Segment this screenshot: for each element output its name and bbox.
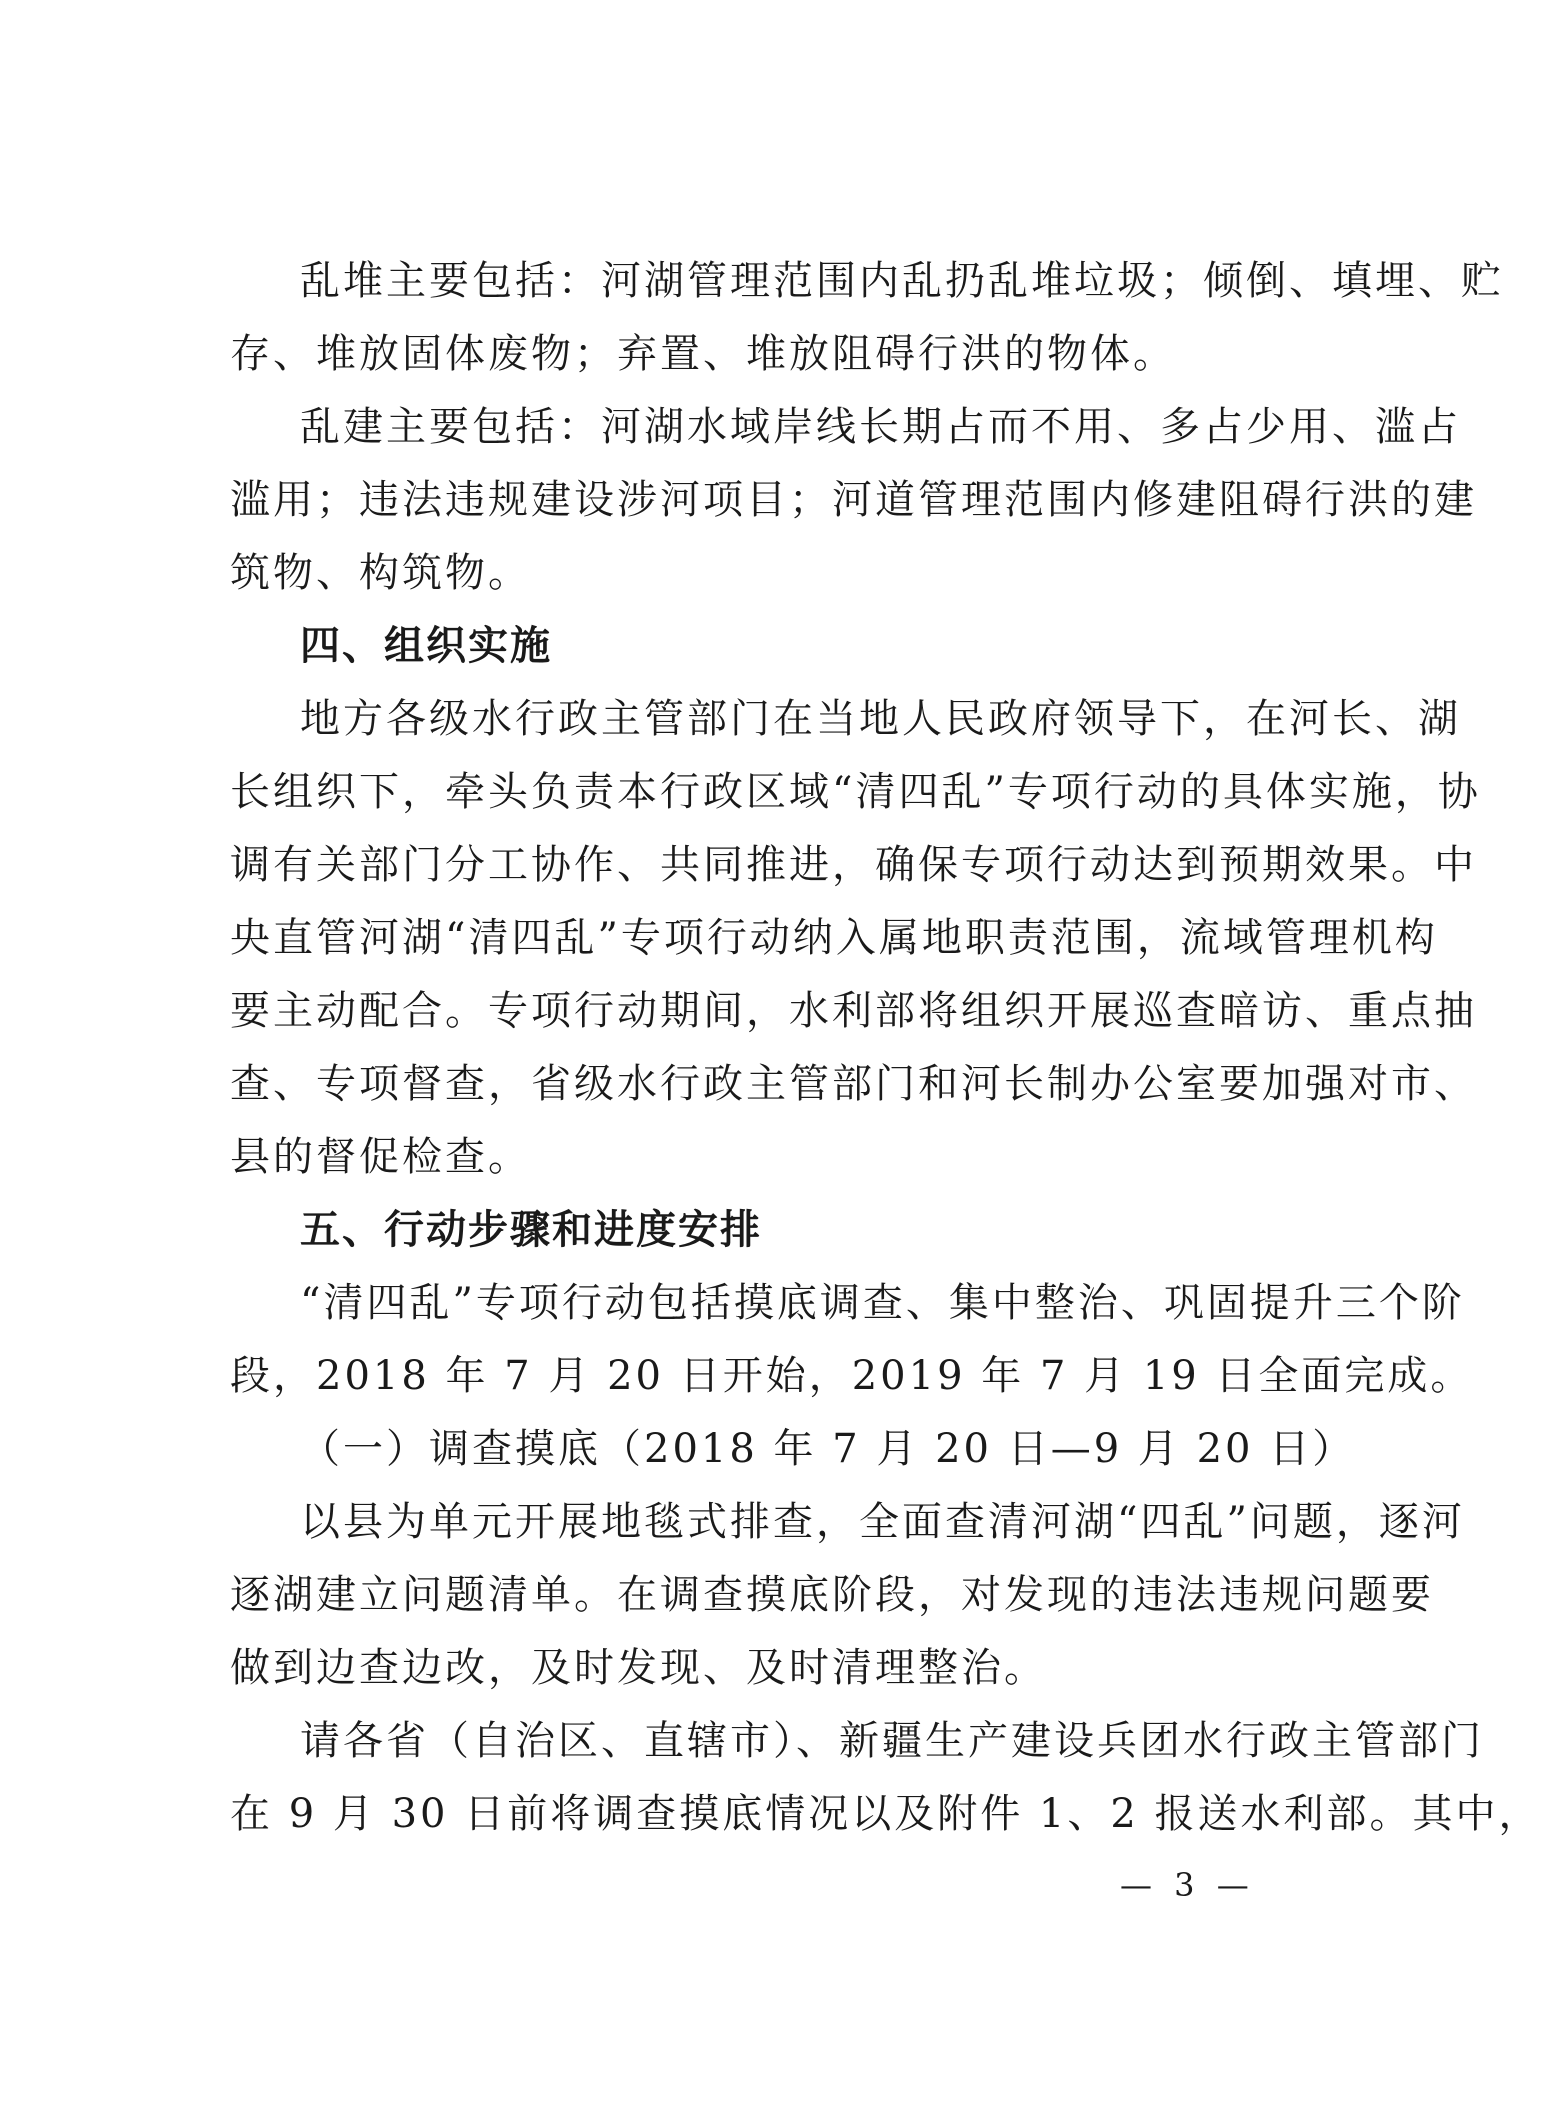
- paragraph-line: 乱建主要包括：河湖水域岸线长期占而不用、多占少用、滥占: [300, 404, 1461, 450]
- paragraph-line: 要主动配合。专项行动期间，水利部将组织开展巡查暗访、重点抽: [230, 988, 1477, 1034]
- paragraph-line: 调有关部门分工协作、共同推进，确保专项行动达到预期效果。中: [230, 842, 1477, 888]
- paragraph-line: 筑物、构筑物。: [230, 550, 531, 596]
- paragraph-line: 乱堆主要包括：河湖管理范围内乱扔乱堆垃圾；倾倒、填埋、贮: [300, 258, 1504, 304]
- section-heading: 四、组织实施: [300, 623, 552, 669]
- page-number: — 3 —: [1120, 1866, 1255, 1904]
- paragraph-line: 存、堆放固体废物；弃置、堆放阻碍行洪的物体。: [230, 331, 1176, 377]
- paragraph-line: 段，2018 年 7 月 20 日开始，2019 年 7 月 19 日全面完成。: [230, 1353, 1474, 1399]
- paragraph-line: 央直管河湖“清四乱”专项行动纳入属地职责范围，流域管理机构: [230, 915, 1438, 961]
- paragraph-line: 做到边查边改，及时发现、及时清理整治。: [230, 1645, 1047, 1691]
- paragraph-line: 请各省（自治区、直辖市）、新疆生产建设兵团水行政主管部门: [300, 1718, 1484, 1764]
- paragraph-line: 县的督促检查。: [230, 1134, 531, 1180]
- paragraph-line: 滥用；违法违规建设涉河项目；河道管理范围内修建阻碍行洪的建: [230, 477, 1477, 523]
- paragraph-line: “清四乱”专项行动包括摸底调查、集中整治、巩固提升三个阶: [300, 1280, 1465, 1326]
- section-heading: 五、行动步骤和进度安排: [300, 1207, 762, 1253]
- paragraph-line: 查、专项督查，省级水行政主管部门和河长制办公室要加强对市、: [230, 1061, 1477, 1107]
- paragraph-line: 逐湖建立问题清单。在调查摸底阶段，对发现的违法违规问题要: [230, 1572, 1434, 1618]
- paragraph-line: 地方各级水行政主管部门在当地人民政府领导下，在河长、湖: [300, 696, 1461, 742]
- subsection-heading: （一）调查摸底（2018 年 7 月 20 日—9 月 20 日）: [300, 1426, 1356, 1472]
- paragraph-line: 以县为单元开展地毯式排查，全面查清河湖“四乱”问题，逐河: [300, 1499, 1465, 1545]
- paragraph-line: 在 9 月 30 日前将调查摸底情况以及附件 1、2 报送水利部。其中，: [230, 1791, 1542, 1837]
- paragraph-line: 长组织下，牵头负责本行政区域“清四乱”专项行动的具体实施，协: [230, 769, 1481, 815]
